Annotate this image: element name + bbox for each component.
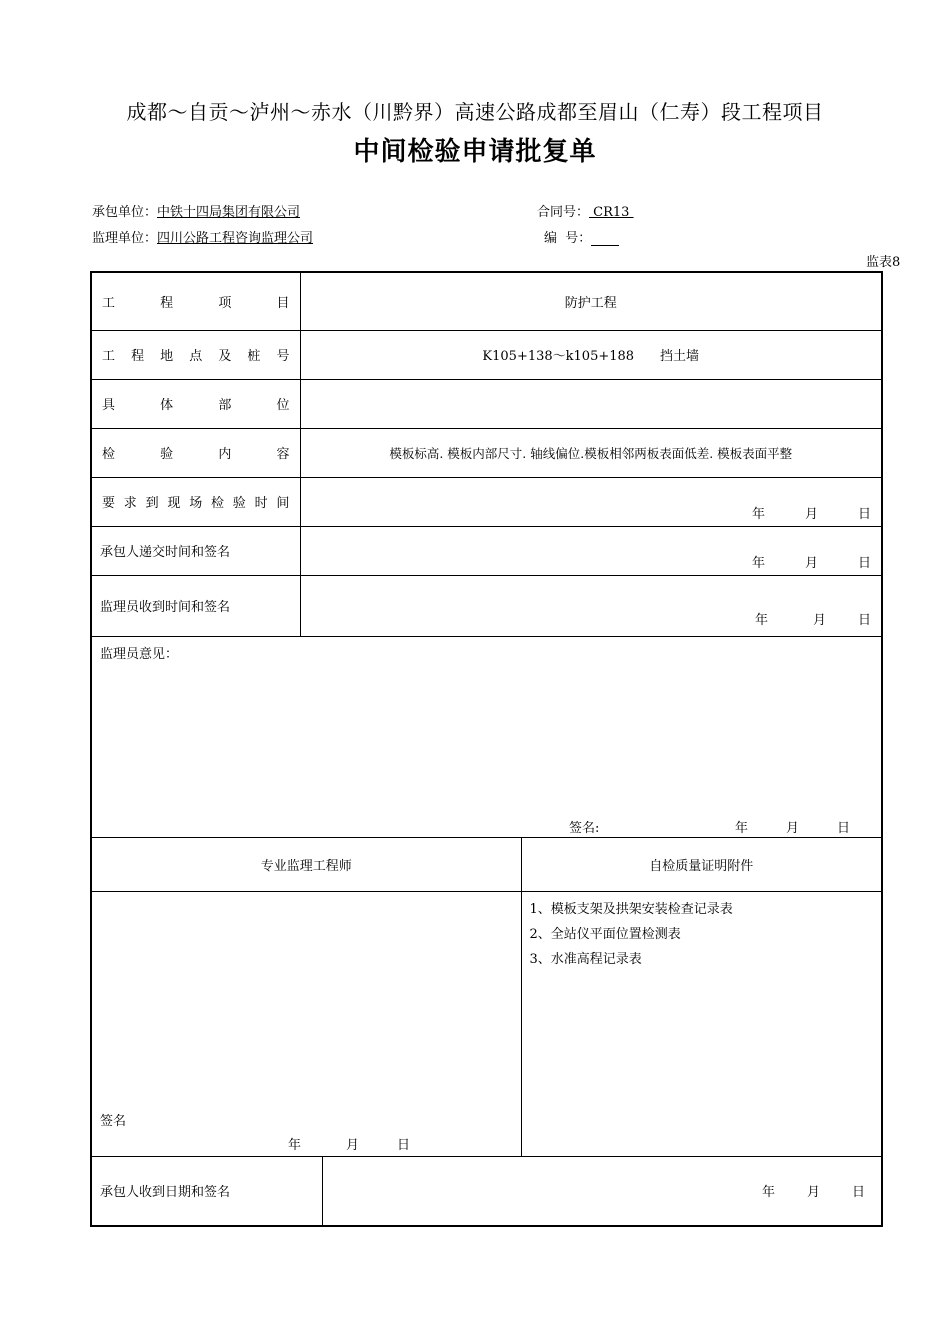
supervisor-line <box>92 227 313 246</box>
location-value: K105+138～k105+188 挡土墙 <box>300 330 882 379</box>
engineer-date: 年 月 日 <box>288 1137 411 1153</box>
part-value[interactable] <box>300 379 882 428</box>
project-item-value: 防护工程 <box>300 272 882 330</box>
content-label: 检 验 内 容 <box>91 428 300 477</box>
row-supervisor-opinion <box>91 636 882 837</box>
contractor-label: 承包单位： <box>92 205 158 220</box>
project-item-label: 工 程 项 目 <box>91 272 300 330</box>
row-content <box>91 428 882 477</box>
supervisor-opinion-label: 监理员意见： <box>100 646 179 662</box>
request-time-value[interactable]: 年 月 日 <box>300 477 882 526</box>
opinion-date: 年 月 日 <box>735 820 851 836</box>
attachments-list <box>521 891 882 1156</box>
contractor-line <box>92 201 300 220</box>
row-contractor-receipt <box>91 1156 882 1226</box>
attachments-header: 自检质量证明附件 <box>521 837 882 891</box>
serial-value <box>591 232 619 246</box>
project-title: 成都～自贡～泸州～赤水（川黔界）高速公路成都至眉山（仁寿）段工程项目 <box>126 100 824 124</box>
supervisor-opinion-cell[interactable] <box>91 636 882 837</box>
row-location <box>91 330 882 379</box>
contract-no-label: 合同号： <box>537 205 590 220</box>
contract-no-value: CR13 <box>589 205 634 220</box>
contractor-value: 中铁十四局集团有限公司 <box>157 205 301 220</box>
form-title: 中间检验申请批复单 <box>353 137 597 167</box>
serial-line <box>544 227 619 246</box>
opinion-sign-label: 签名: <box>569 820 600 836</box>
contractor-receipt-value[interactable]: 年 月 日 <box>322 1156 882 1226</box>
engineer-sign-label: 签名 <box>100 1113 127 1129</box>
serial-label: 编 号： <box>544 231 592 246</box>
row-contractor-submit <box>91 526 882 575</box>
supervisor-label: 监理单位： <box>92 231 158 246</box>
row-request-time <box>91 477 882 526</box>
contract-no-line <box>537 201 634 220</box>
supervisor-value: 四川公路工程咨询监理公司 <box>157 231 314 246</box>
attachment-item[interactable]: 3、水准高程记录表 <box>529 951 642 967</box>
contractor-submit-value[interactable]: 年 月 日 <box>300 526 882 575</box>
part-label: 具 体 部 位 <box>91 379 300 428</box>
engineer-signature-cell[interactable] <box>91 891 521 1156</box>
supervisor-receive-value[interactable]: 年 月 日 <box>300 575 882 636</box>
row-engineer-attachments <box>91 891 882 1156</box>
attachment-item[interactable]: 2、全站仪平面位置检测表 <box>529 926 681 942</box>
row-supervisor-receive <box>91 575 882 636</box>
content-value: 模板标高. 模板内部尺寸. 轴线偏位.模板相邻两板表面低差. 模板表面平整 <box>300 428 882 477</box>
contractor-submit-label: 承包人递交时间和签名 <box>91 526 300 575</box>
engineer-header: 专业监理工程师 <box>91 837 521 891</box>
row-part <box>91 379 882 428</box>
row-project-item <box>91 272 882 330</box>
request-time-label: 要 求 到 现 场 检 验 时 间 <box>91 477 300 526</box>
form-code: 监表8 <box>866 255 901 270</box>
supervisor-receive-label: 监理员收到时间和签名 <box>91 575 300 636</box>
contractor-receipt-label: 承包人收到日期和签名 <box>91 1156 322 1226</box>
inspection-form-table <box>90 271 883 1227</box>
attachment-item[interactable]: 1、模板支架及拱架安装检查记录表 <box>529 901 733 917</box>
location-label: 工 程 地 点 及 桩 号 <box>91 330 300 379</box>
row-section-headers <box>91 837 882 891</box>
